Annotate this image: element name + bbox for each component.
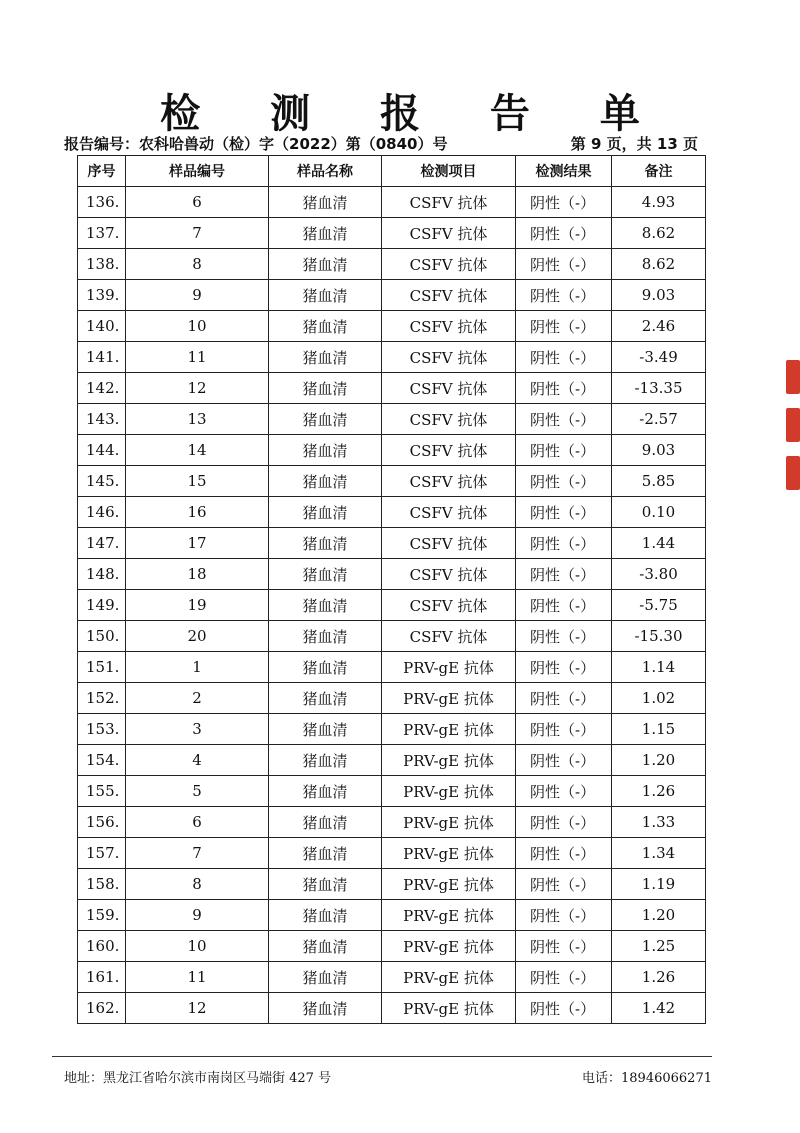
cell-sample-name: 猪血清	[269, 683, 382, 714]
cell-sample-id: 20	[126, 621, 269, 652]
cell-test-item: CSFV 抗体	[382, 373, 516, 404]
table-row	[78, 590, 706, 621]
cell-remark: 8.62	[612, 249, 706, 280]
cell-remark: 4.93	[612, 187, 706, 218]
cell-test-item: PRV-gE 抗体	[382, 869, 516, 900]
cell-sample-name: 猪血清	[269, 838, 382, 869]
cell-seq-no: 159.	[78, 900, 126, 931]
cell-result: 阴性（-）	[516, 497, 612, 528]
table-row	[78, 776, 706, 807]
cell-sample-name: 猪血清	[269, 807, 382, 838]
cell-result: 阴性（-）	[516, 807, 612, 838]
cell-result: 阴性（-）	[516, 373, 612, 404]
cell-seq-no: 141.	[78, 342, 126, 373]
cell-sample-name: 猪血清	[269, 652, 382, 683]
cell-sample-id: 7	[126, 838, 269, 869]
column-header: 样品编号	[126, 156, 269, 187]
cell-sample-name: 猪血清	[269, 962, 382, 993]
cell-seq-no: 144.	[78, 435, 126, 466]
cell-sample-name: 猪血清	[269, 900, 382, 931]
column-header: 备注	[612, 156, 706, 187]
cell-sample-id: 7	[126, 218, 269, 249]
cell-result: 阴性（-）	[516, 838, 612, 869]
cell-remark: 1.20	[612, 900, 706, 931]
table-header-row	[78, 156, 706, 187]
cell-sample-id: 5	[126, 776, 269, 807]
table-row	[78, 497, 706, 528]
cell-test-item: CSFV 抗体	[382, 218, 516, 249]
cell-test-item: PRV-gE 抗体	[382, 931, 516, 962]
table-row	[78, 900, 706, 931]
cell-test-item: CSFV 抗体	[382, 280, 516, 311]
cell-sample-id: 3	[126, 714, 269, 745]
cell-sample-name: 猪血清	[269, 776, 382, 807]
cell-sample-name: 猪血清	[269, 249, 382, 280]
cell-sample-name: 猪血清	[269, 280, 382, 311]
cell-test-item: PRV-gE 抗体	[382, 745, 516, 776]
cell-test-item: CSFV 抗体	[382, 435, 516, 466]
cell-result: 阴性（-）	[516, 776, 612, 807]
column-header: 序号	[78, 156, 126, 187]
cell-result: 阴性（-）	[516, 652, 612, 683]
cell-remark: 1.14	[612, 652, 706, 683]
cell-test-item: CSFV 抗体	[382, 621, 516, 652]
cell-result: 阴性（-）	[516, 931, 612, 962]
cell-test-item: PRV-gE 抗体	[382, 962, 516, 993]
cell-sample-name: 猪血清	[269, 993, 382, 1024]
cell-result: 阴性（-）	[516, 528, 612, 559]
cell-remark: 1.15	[612, 714, 706, 745]
cell-seq-no: 142.	[78, 373, 126, 404]
cell-test-item: CSFV 抗体	[382, 311, 516, 342]
cell-remark: 1.44	[612, 528, 706, 559]
cell-sample-id: 11	[126, 962, 269, 993]
cell-sample-id: 15	[126, 466, 269, 497]
cell-remark: 0.10	[612, 497, 706, 528]
table-row	[78, 249, 706, 280]
table-row	[78, 435, 706, 466]
cell-result: 阴性（-）	[516, 342, 612, 373]
cell-test-item: CSFV 抗体	[382, 249, 516, 280]
document-title: 检 测 报 告 单	[160, 91, 668, 137]
cell-seq-no: 147.	[78, 528, 126, 559]
table-row	[78, 466, 706, 497]
cell-sample-id: 14	[126, 435, 269, 466]
cell-result: 阴性（-）	[516, 187, 612, 218]
cell-result: 阴性（-）	[516, 900, 612, 931]
cell-seq-no: 149.	[78, 590, 126, 621]
cell-result: 阴性（-）	[516, 435, 612, 466]
cell-remark: 1.26	[612, 962, 706, 993]
cell-sample-name: 猪血清	[269, 528, 382, 559]
cell-sample-id: 11	[126, 342, 269, 373]
cell-remark: 1.02	[612, 683, 706, 714]
cell-test-item: CSFV 抗体	[382, 187, 516, 218]
table-row	[78, 745, 706, 776]
table-row	[78, 559, 706, 590]
cell-remark: -3.49	[612, 342, 706, 373]
cell-test-item: PRV-gE 抗体	[382, 683, 516, 714]
cell-result: 阴性（-）	[516, 993, 612, 1024]
cell-seq-no: 151.	[78, 652, 126, 683]
cell-seq-no: 150.	[78, 621, 126, 652]
cell-remark: 9.03	[612, 280, 706, 311]
cell-seq-no: 154.	[78, 745, 126, 776]
cell-result: 阴性（-）	[516, 621, 612, 652]
cell-remark: -5.75	[612, 590, 706, 621]
cell-sample-name: 猪血清	[269, 404, 382, 435]
table-row	[78, 993, 706, 1024]
cell-test-item: CSFV 抗体	[382, 466, 516, 497]
cell-remark: 1.34	[612, 838, 706, 869]
cell-sample-id: 17	[126, 528, 269, 559]
cell-seq-no: 138.	[78, 249, 126, 280]
table-row	[78, 931, 706, 962]
cell-seq-no: 143.	[78, 404, 126, 435]
cell-sample-id: 2	[126, 683, 269, 714]
cell-seq-no: 136.	[78, 187, 126, 218]
cell-sample-name: 猪血清	[269, 745, 382, 776]
cell-sample-id: 8	[126, 869, 269, 900]
cell-test-item: CSFV 抗体	[382, 497, 516, 528]
cell-sample-name: 猪血清	[269, 373, 382, 404]
cell-result: 阴性（-）	[516, 869, 612, 900]
cell-result: 阴性（-）	[516, 280, 612, 311]
table-row	[78, 404, 706, 435]
cell-sample-id: 18	[126, 559, 269, 590]
seal-stamp-fragment	[786, 360, 800, 520]
cell-seq-no: 139.	[78, 280, 126, 311]
cell-seq-no: 152.	[78, 683, 126, 714]
cell-sample-name: 猪血清	[269, 311, 382, 342]
cell-result: 阴性（-）	[516, 466, 612, 497]
cell-sample-id: 9	[126, 900, 269, 931]
cell-remark: 1.25	[612, 931, 706, 962]
table-row	[78, 714, 706, 745]
cell-seq-no: 156.	[78, 807, 126, 838]
report-number: 报告编号：农科哈兽动（检）字（2022）第（0840）号	[64, 135, 448, 153]
table-row	[78, 621, 706, 652]
cell-sample-id: 13	[126, 404, 269, 435]
cell-result: 阴性（-）	[516, 249, 612, 280]
cell-seq-no: 158.	[78, 869, 126, 900]
page-indicator: 第 9 页，共 13 页	[570, 135, 698, 153]
cell-result: 阴性（-）	[516, 683, 612, 714]
cell-result: 阴性（-）	[516, 745, 612, 776]
cell-seq-no: 155.	[78, 776, 126, 807]
cell-remark: 1.20	[612, 745, 706, 776]
cell-sample-name: 猪血清	[269, 497, 382, 528]
cell-sample-id: 9	[126, 280, 269, 311]
cell-sample-name: 猪血清	[269, 435, 382, 466]
cell-sample-id: 6	[126, 807, 269, 838]
cell-test-item: PRV-gE 抗体	[382, 900, 516, 931]
cell-result: 阴性（-）	[516, 962, 612, 993]
cell-result: 阴性（-）	[516, 404, 612, 435]
table-row	[78, 962, 706, 993]
cell-result: 阴性（-）	[516, 311, 612, 342]
cell-seq-no: 148.	[78, 559, 126, 590]
table-row	[78, 342, 706, 373]
cell-sample-id: 10	[126, 311, 269, 342]
cell-sample-name: 猪血清	[269, 714, 382, 745]
cell-sample-name: 猪血清	[269, 218, 382, 249]
column-header: 检测项目	[382, 156, 516, 187]
cell-test-item: PRV-gE 抗体	[382, 993, 516, 1024]
table-row	[78, 187, 706, 218]
cell-sample-id: 4	[126, 745, 269, 776]
cell-sample-name: 猪血清	[269, 559, 382, 590]
cell-remark: 9.03	[612, 435, 706, 466]
cell-seq-no: 161.	[78, 962, 126, 993]
footer-phone: 电话：18946066271	[582, 1071, 712, 1086]
cell-test-item: CSFV 抗体	[382, 590, 516, 621]
cell-result: 阴性（-）	[516, 559, 612, 590]
cell-remark: 1.33	[612, 807, 706, 838]
cell-seq-no: 153.	[78, 714, 126, 745]
cell-test-item: PRV-gE 抗体	[382, 714, 516, 745]
table-row	[78, 280, 706, 311]
table-row	[78, 683, 706, 714]
cell-remark: 2.46	[612, 311, 706, 342]
cell-sample-id: 10	[126, 931, 269, 962]
cell-remark: -15.30	[612, 621, 706, 652]
table-row	[78, 218, 706, 249]
cell-sample-name: 猪血清	[269, 342, 382, 373]
cell-remark: 8.62	[612, 218, 706, 249]
table-row	[78, 807, 706, 838]
table-row	[78, 838, 706, 869]
cell-sample-name: 猪血清	[269, 590, 382, 621]
column-header: 样品名称	[269, 156, 382, 187]
cell-sample-name: 猪血清	[269, 187, 382, 218]
cell-sample-id: 1	[126, 652, 269, 683]
cell-sample-id: 19	[126, 590, 269, 621]
cell-remark: 1.26	[612, 776, 706, 807]
cell-remark: -3.80	[612, 559, 706, 590]
cell-sample-id: 6	[126, 187, 269, 218]
cell-result: 阴性（-）	[516, 590, 612, 621]
column-header: 检测结果	[516, 156, 612, 187]
cell-test-item: CSFV 抗体	[382, 559, 516, 590]
cell-test-item: PRV-gE 抗体	[382, 776, 516, 807]
cell-sample-id: 12	[126, 993, 269, 1024]
cell-test-item: PRV-gE 抗体	[382, 652, 516, 683]
table-row	[78, 311, 706, 342]
cell-seq-no: 146.	[78, 497, 126, 528]
cell-remark: 1.42	[612, 993, 706, 1024]
cell-seq-no: 140.	[78, 311, 126, 342]
cell-sample-id: 12	[126, 373, 269, 404]
cell-test-item: PRV-gE 抗体	[382, 807, 516, 838]
cell-test-item: CSFV 抗体	[382, 528, 516, 559]
cell-remark: 5.85	[612, 466, 706, 497]
footer-address: 地址：黑龙江省哈尔滨市南岗区马端街 427 号	[64, 1071, 332, 1086]
cell-test-item: PRV-gE 抗体	[382, 838, 516, 869]
cell-remark: 1.19	[612, 869, 706, 900]
table-row	[78, 869, 706, 900]
cell-sample-name: 猪血清	[269, 466, 382, 497]
cell-remark: -2.57	[612, 404, 706, 435]
cell-test-item: CSFV 抗体	[382, 342, 516, 373]
table-row	[78, 373, 706, 404]
cell-result: 阴性（-）	[516, 218, 612, 249]
table-row	[78, 528, 706, 559]
cell-seq-no: 137.	[78, 218, 126, 249]
cell-seq-no: 162.	[78, 993, 126, 1024]
results-table	[77, 155, 706, 1024]
cell-seq-no: 160.	[78, 931, 126, 962]
cell-seq-no: 157.	[78, 838, 126, 869]
cell-sample-name: 猪血清	[269, 931, 382, 962]
cell-sample-name: 猪血清	[269, 869, 382, 900]
cell-sample-name: 猪血清	[269, 621, 382, 652]
table-body	[78, 187, 706, 1024]
cell-result: 阴性（-）	[516, 714, 612, 745]
footer-divider	[52, 1056, 712, 1057]
cell-seq-no: 145.	[78, 466, 126, 497]
table-row	[78, 652, 706, 683]
cell-remark: -13.35	[612, 373, 706, 404]
cell-sample-id: 8	[126, 249, 269, 280]
cell-test-item: CSFV 抗体	[382, 404, 516, 435]
cell-sample-id: 16	[126, 497, 269, 528]
